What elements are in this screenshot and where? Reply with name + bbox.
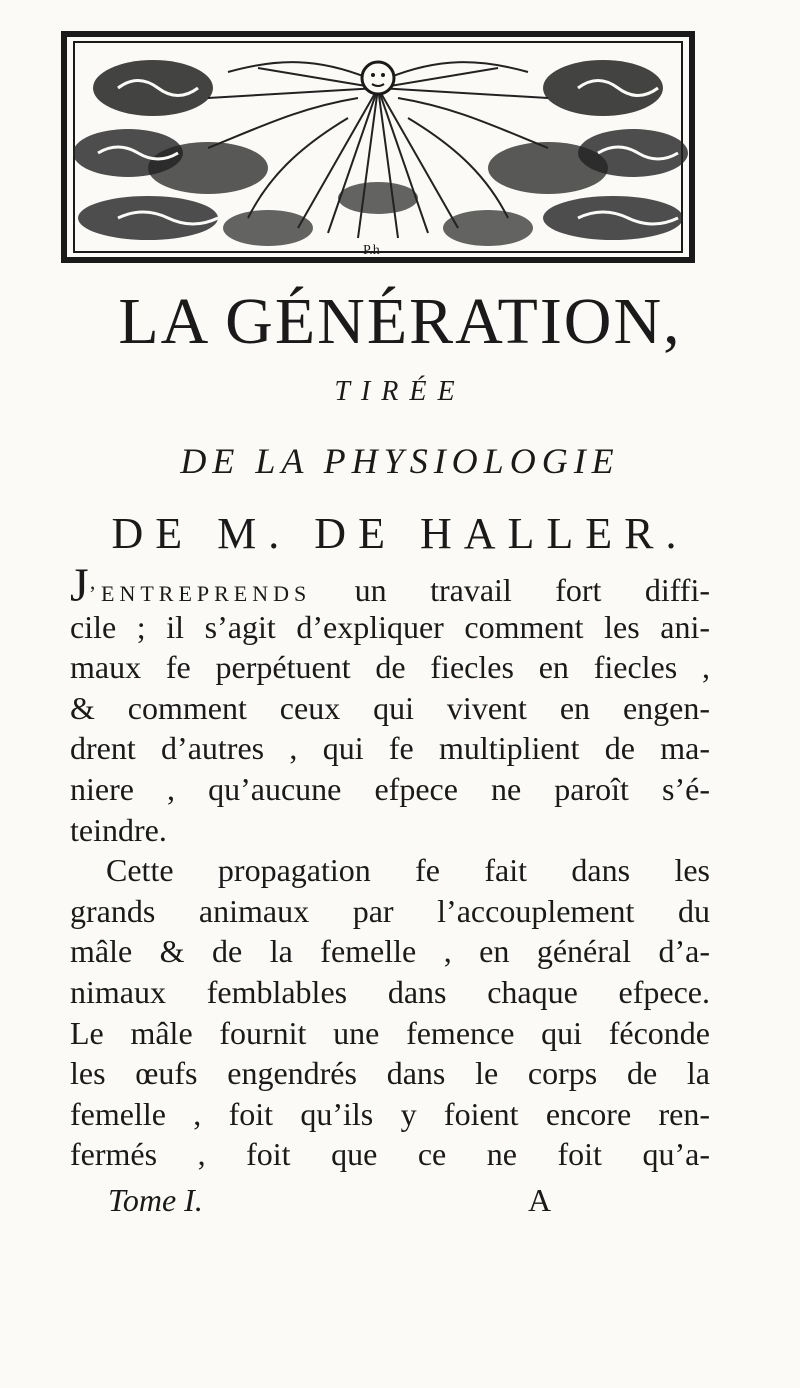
page-title: LA GÉNÉRATION,: [118, 285, 682, 358]
text-line: & comment ceux qui vivent en engen-: [70, 689, 710, 726]
text-line: maux fe perpétuent de fiecles en fiecles ,: [70, 649, 710, 686]
drop-cap: J: [70, 559, 89, 612]
text-line: fermés , foit que ce ne foit qu’a-: [70, 1136, 710, 1173]
text-line: [70, 559, 710, 612]
text-line: niere , qu’aucune efpece ne paroît s’é-: [70, 770, 710, 807]
text-line: cile ; il s’agit d’expliquer comment les ani-: [70, 608, 710, 645]
decorative-headpiece: [58, 28, 698, 266]
volume-label: Tome I.: [108, 1182, 203, 1218]
text-line: femelle , foit qu’ils y foient encore ren-: [70, 1095, 710, 1132]
lead-in-smallcaps: ’ENTREPRENDS: [88, 581, 312, 606]
text-line: Le mâle fournit une femence qui féconde: [70, 1014, 710, 1051]
body-text: [70, 559, 710, 1175]
text-line: les œufs engendrés dans le corps de la: [70, 1055, 710, 1092]
subtitle-author: DE M. DE HALLER.: [111, 509, 689, 558]
text-line: grands animaux par l’accouplement du: [70, 892, 710, 929]
text-line: nimaux femblables dans chaque efpece.: [70, 973, 710, 1010]
text-line: mâle & de la femelle , en général d’a-: [70, 933, 710, 970]
text-line: teindre.: [70, 811, 167, 848]
text-line: Cette propagation fe fait dans les: [106, 852, 710, 889]
text-segment: un travail fort diffi-: [311, 572, 710, 608]
engraver-mark: P.h: [363, 243, 380, 258]
signature-mark: A: [528, 1182, 552, 1218]
text-line: drent d’autres , qui fe multiplient de ma-: [70, 730, 710, 767]
subtitle-physiologie: DE LA PHYSIOLOGIE: [180, 441, 620, 481]
subtitle-tiree: TIRÉE: [334, 376, 466, 407]
